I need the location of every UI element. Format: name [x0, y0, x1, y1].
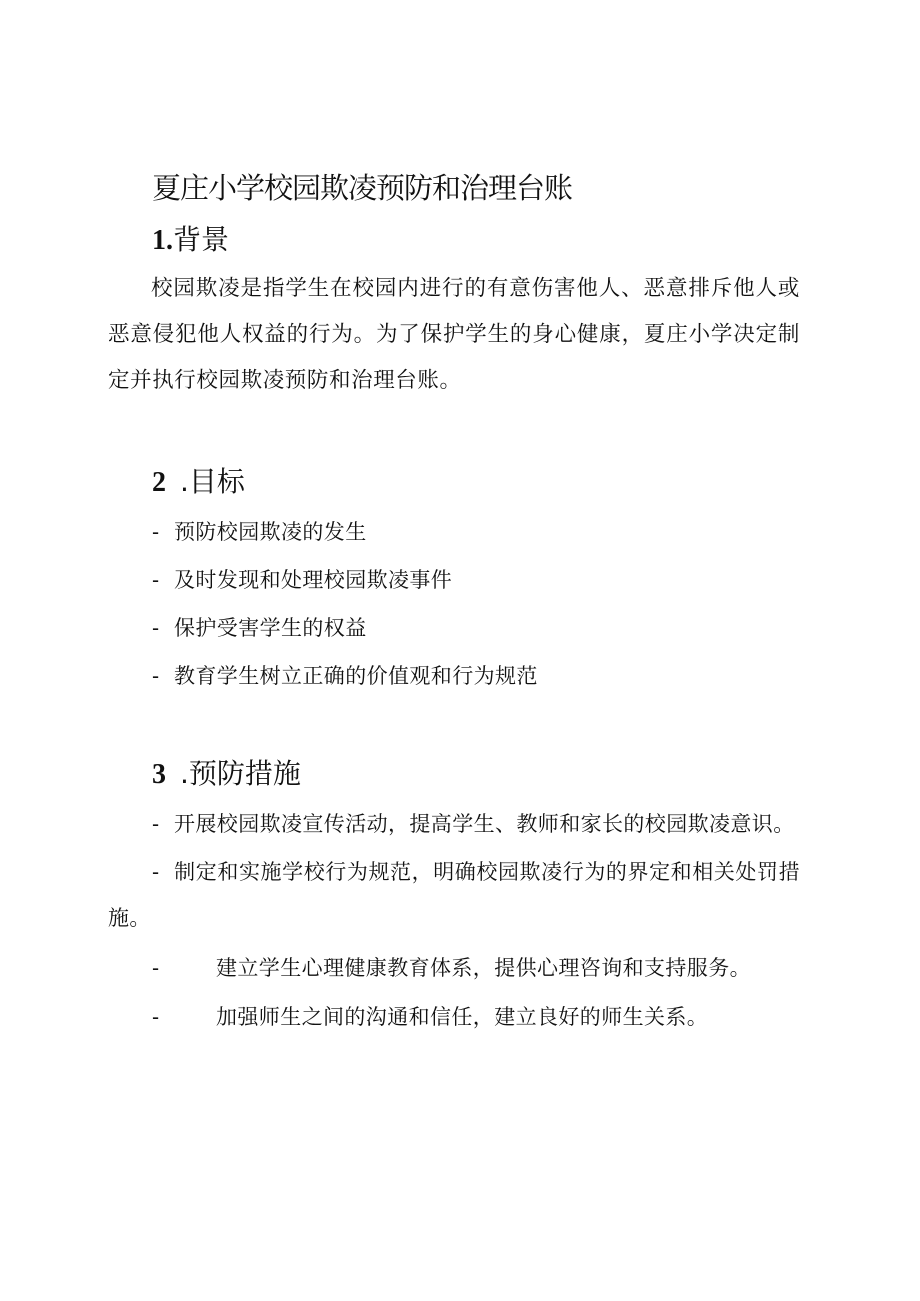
measure-item — [152, 809, 795, 839]
goal-item — [152, 661, 538, 691]
goal-item — [152, 517, 367, 547]
goal-item — [152, 565, 452, 595]
section-heading-goals — [152, 462, 245, 503]
section-heading-measures — [152, 754, 301, 795]
bullet-dash: - — [152, 568, 160, 592]
section-number: 1. — [152, 225, 173, 256]
document-title: 夏庄小学校园欺凌预防和治理台账 — [152, 171, 573, 205]
bullet-dash: - — [152, 520, 160, 544]
section-heading-text: .预防措施 — [180, 757, 301, 790]
bullet-dash: - — [152, 664, 160, 688]
goal-item-text: 教育学生树立正确的价值观和行为规范 — [174, 664, 538, 688]
bullet-dash: - — [152, 860, 160, 884]
goal-item — [152, 613, 367, 643]
measure-item — [152, 953, 751, 983]
goal-item-text: 保护受害学生的权益 — [174, 616, 367, 640]
goal-item-text: 及时发现和处理校园欺凌事件 — [174, 568, 453, 592]
bullet-dash: - — [152, 616, 160, 640]
measure-item-text: 开展校园欺凌宣传活动，提高学生、教师和家长的校园欺凌意识。 — [174, 812, 795, 836]
bullet-dash: - — [152, 956, 160, 980]
section-heading-text: .目标 — [180, 465, 245, 498]
measure-item — [108, 849, 800, 941]
measure-item-text: 建立学生心理健康教育体系，提供心理咨询和支持服务。 — [216, 956, 751, 980]
section-number: 3 — [152, 759, 166, 790]
section-heading-background — [152, 220, 229, 261]
measure-item-text: 加强师生之间的沟通和信任，建立良好的师生关系。 — [216, 1005, 709, 1029]
measure-item-text: 制定和实施学校行为规范，明确校园欺凌行为的界定和相关处罚措施。 — [108, 860, 800, 930]
bullet-dash: - — [152, 1005, 160, 1029]
section-heading-text: 背景 — [173, 223, 230, 256]
background-paragraph: 校园欺凌是指学生在校园内进行的有意伤害他人、恶意排斥他人或恶意侵犯他人权益的行为。为了保护学生的身心健康，夏庄小学决定制定并执行校园欺凌预防和治理台账。 — [108, 276, 800, 393]
goal-item-text: 预防校园欺凌的发生 — [174, 520, 367, 544]
bullet-dash: - — [152, 812, 160, 836]
measure-item — [152, 1002, 708, 1032]
section-number: 2 — [152, 467, 166, 498]
